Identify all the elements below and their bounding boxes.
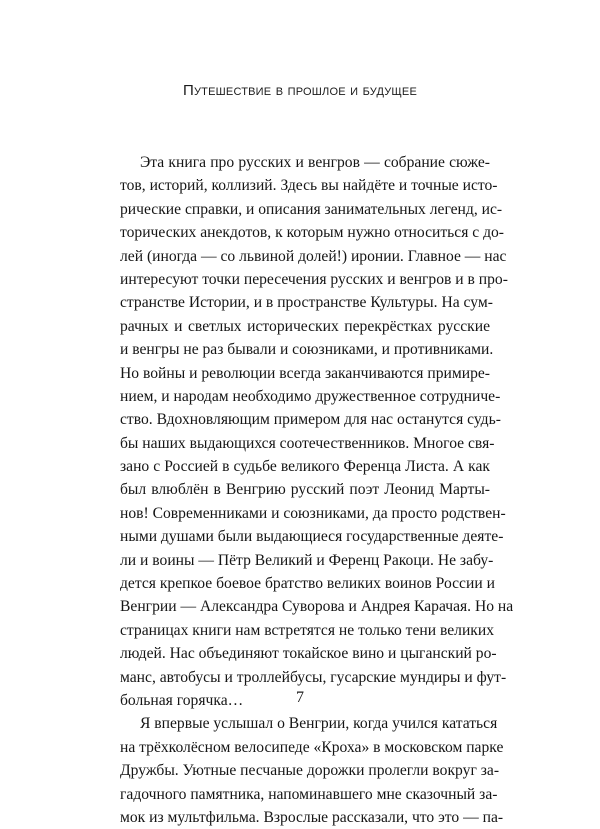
chapter-title xyxy=(0,82,600,99)
text-line: страницах книги нам встретятся не только тени великих xyxy=(120,621,495,639)
text-line: Эта книга про русских и венгров — собрание сюже- xyxy=(140,154,490,171)
paragraph xyxy=(120,712,504,829)
text-line: Я впервые услышал о Венгрии, когда учился кататься xyxy=(140,715,498,733)
text-line: и венгры не раз бывали и союзниками, и противниками. xyxy=(120,341,494,359)
body-text xyxy=(120,151,514,829)
text-line: мок из мультфильма. Взрослые рассказали, что это — па- xyxy=(120,808,504,826)
text-line: бы наших выдающихся соотечественников. Многое свя- xyxy=(120,434,495,452)
text-line: дется крепкое боевое братство великих воинов России и xyxy=(120,575,495,593)
text-line: странстве Истории, и в пространстве Культуры. На сум- xyxy=(120,294,493,312)
chapter-title-text: Путешествие в прошлое и будущее xyxy=(183,82,417,99)
text-line: ство. Вдохновляющим примером для нас останутся судь- xyxy=(120,411,501,429)
text-line: зано с Россией в судьбе великого Ференца Листа. А как xyxy=(120,458,490,476)
paragraph xyxy=(120,151,514,712)
text-line: лей (иногда — со львиной долей!) иронии. Главное — нас xyxy=(120,247,507,265)
text-line: нов! Современниками и союзниками, да просто родствен- xyxy=(120,504,506,522)
text-line: интересуют точки пересечения русских и венгров и в про- xyxy=(120,270,508,288)
text-line: был влюблён в Венгрию русский поэт Леонид Марты- xyxy=(120,481,490,499)
text-line: Дружбы. Уютные песчаные дорожки пролегли вокруг за- xyxy=(120,762,500,780)
text-line: манс, автобусы и троллейбусы, гусарские мундиры и фут- xyxy=(120,668,507,686)
text-line: Венгрии — Александра Суворова и Андрея Карачая. Но на xyxy=(120,598,514,616)
text-line: торических анекдотов, к которым нужно относиться с до- xyxy=(120,224,505,242)
text-line: тов, историй, коллизий. Здесь вы найдёте и точные исто- xyxy=(120,177,498,195)
text-line: ли и воины — Пётр Великий и Ференц Ракоци. Не забу- xyxy=(120,551,494,569)
text-line: больная горячка… xyxy=(120,691,244,709)
text-line: нием, и народам необходимо дружественное сотрудниче- xyxy=(120,387,501,405)
text-line: Но войны и революции всегда заканчиваются примире- xyxy=(120,364,490,382)
text-line: людей. Нас объединяют токайское вино и цыганский ро- xyxy=(120,645,497,663)
text-line: рические справки, и описания занимательных легенд, ис- xyxy=(120,200,503,218)
text-line: ными душами были выдающиеся государственные деяте- xyxy=(120,528,504,546)
text-line: на трёхколёсном велосипеде «Кроха» в московском парке xyxy=(120,738,504,756)
page-number: 7 xyxy=(296,689,304,706)
text-line: гадочного памятника, напоминавшего мне сказочный за- xyxy=(120,785,498,803)
text-line: рачных и светлых исторических перекрёстках русские xyxy=(120,317,490,335)
